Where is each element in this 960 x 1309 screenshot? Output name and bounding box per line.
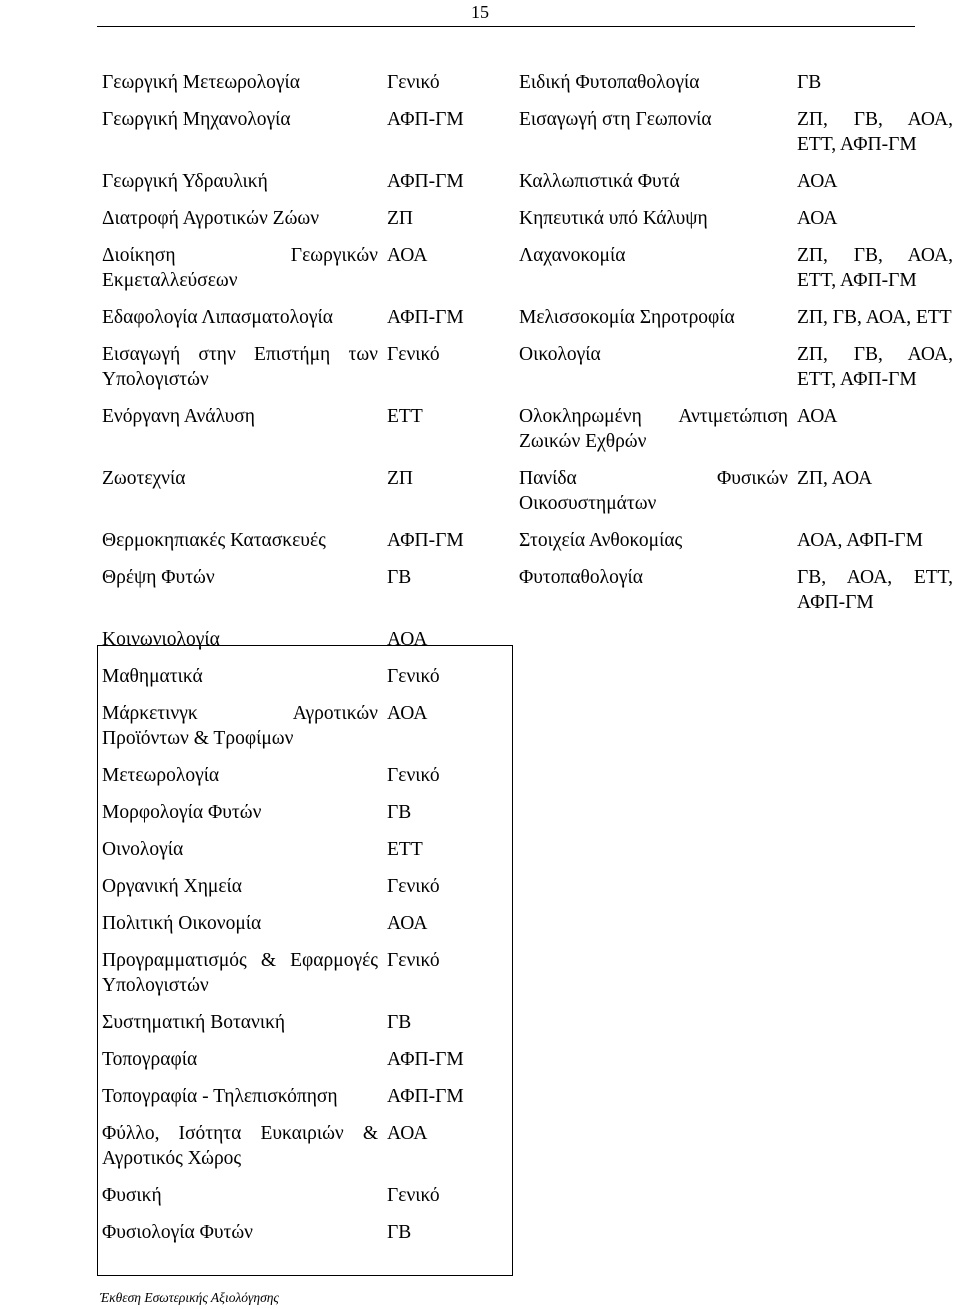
- course-type: ΑΦΠ-ΓΜ: [387, 307, 464, 328]
- course-type-right: ΓΒ: [797, 72, 822, 93]
- table-row: [97, 695, 957, 757]
- course-name-right: Ειδική Φυτοπαθολογία: [519, 72, 700, 93]
- footer-text: Έκθεση Εσωτερικής Αξιολόγησης: [100, 1290, 279, 1305]
- course-name: Πολιτική Οικονομία: [102, 913, 262, 934]
- course-name: Μορφολογία Φυτών: [102, 802, 262, 823]
- course-type: Γενικό: [387, 1185, 440, 1206]
- course-name: Τοπογραφία: [102, 1049, 198, 1070]
- course-type: ΑΟΑ: [387, 913, 428, 934]
- course-name: Μαθηματικά: [102, 666, 203, 687]
- course-name-right: Οικολογία: [519, 344, 601, 365]
- course-name-right: [514, 942, 792, 1004]
- table-row: [97, 336, 957, 398]
- course-type-right: ΖΠ, ΓΒ, ΑΟΑ, ΕΤΤ: [797, 307, 952, 328]
- course-type-right: ΖΠ, ΑΟΑ: [797, 468, 873, 489]
- course-name: Κοινωνιολογία: [102, 629, 220, 650]
- course-type: ΑΦΠ-ΓΜ: [387, 109, 464, 130]
- course-name-right: [514, 1115, 792, 1177]
- table-row: [97, 1214, 957, 1251]
- course-name-right: Μελισσοκομία Σηροτροφία: [519, 307, 735, 328]
- course-name: Προγραμματισμός & Εφαρμογές Υπολογιστών: [102, 950, 378, 996]
- table-row: [97, 101, 957, 163]
- header-rule: [97, 26, 915, 27]
- course-name-right: [514, 868, 792, 905]
- courses-table: [97, 64, 957, 1251]
- course-name-right: Ολοκληρωμένη Αντιμετώπιση Ζωικών Εχθρών: [519, 406, 788, 452]
- course-type: ΓΒ: [387, 567, 412, 588]
- course-type-right: [792, 942, 957, 1004]
- course-name-right: [514, 1214, 792, 1251]
- course-type-right: ΑΟΑ: [797, 208, 838, 229]
- course-name: Διατροφή Αγροτικών Ζώων: [102, 208, 320, 229]
- course-name: Θερμοκηπιακές Κατασκευές: [102, 530, 326, 551]
- course-type: ΓΒ: [387, 802, 412, 823]
- course-name-right: [514, 905, 792, 942]
- course-name-right: [514, 794, 792, 831]
- course-type-right: [792, 1177, 957, 1214]
- table-row: [97, 942, 957, 1004]
- course-type-right: [792, 1004, 957, 1041]
- course-type-right: ΑΟΑ, ΑΦΠ-ΓΜ: [797, 530, 923, 551]
- course-type-right: [792, 794, 957, 831]
- table-row: [97, 1115, 957, 1177]
- course-type-right: [792, 1115, 957, 1177]
- course-type: ΓΒ: [387, 1012, 412, 1033]
- course-name: Ζωοτεχνία: [102, 468, 186, 489]
- course-type-right: [792, 868, 957, 905]
- table-row: [97, 522, 957, 559]
- course-name: Μετεωρολογία: [102, 765, 220, 786]
- course-name-right: [514, 1004, 792, 1041]
- course-type-right: [792, 1214, 957, 1251]
- course-name-right: [514, 1078, 792, 1115]
- course-name: Μάρκετινγκ Αγροτικών Προϊόντων & Τροφίμων: [102, 703, 378, 749]
- course-name-right: Λαχανοκομία: [519, 245, 626, 266]
- table-row: [97, 163, 957, 200]
- table-row: [97, 1177, 957, 1214]
- course-name-right: [514, 757, 792, 794]
- course-type-right: ΑΟΑ: [797, 406, 838, 427]
- course-type: ΕΤΤ: [387, 406, 423, 427]
- course-name-right: [514, 695, 792, 757]
- course-name: Γεωργική Μετεωρολογία: [102, 72, 300, 93]
- course-type: ΑΟΑ: [387, 245, 428, 266]
- course-name-right: Πανίδα Φυσικών Οικοσυστημάτων: [519, 468, 788, 514]
- course-type: Γενικό: [387, 950, 440, 971]
- course-type-right: [792, 658, 957, 695]
- course-name: Τοπογραφία - Τηλεπισκόπηση: [102, 1086, 338, 1107]
- course-type: ΑΦΠ-ΓΜ: [387, 1049, 464, 1070]
- table-row: [97, 559, 957, 621]
- course-type-right: [792, 831, 957, 868]
- course-type-right: ΖΠ, ΓΒ, ΑΟΑ, ΕΤΤ, ΑΦΠ-ΓΜ: [797, 245, 953, 291]
- course-name-right: Στοιχεία Ανθοκομίας: [519, 530, 683, 551]
- table-row: [97, 905, 957, 942]
- course-name: Οινολογία: [102, 839, 184, 860]
- table-row: [97, 621, 957, 658]
- table-row: [97, 794, 957, 831]
- course-type: ΑΟΑ: [387, 703, 428, 724]
- table-row: [97, 460, 957, 522]
- page-number: 15: [471, 2, 489, 22]
- course-name-right: Φυτοπαθολογία: [519, 567, 643, 588]
- course-type-right: [792, 905, 957, 942]
- course-name: Γεωργική Υδραυλική: [102, 171, 268, 192]
- course-type: ΑΦΠ-ΓΜ: [387, 530, 464, 551]
- course-type: ΖΠ: [387, 468, 413, 489]
- course-type-right: [792, 757, 957, 794]
- course-name: Οργανική Χημεία: [102, 876, 242, 897]
- course-name-right: Εισαγωγή στη Γεωπονία: [519, 109, 712, 130]
- course-type-right: [792, 1041, 957, 1078]
- course-type: ΕΤΤ: [387, 839, 423, 860]
- course-type: Γενικό: [387, 344, 440, 365]
- course-name: Ενόργανη Ανάλυση: [102, 406, 255, 427]
- course-type-right: ΓΒ, ΑΟΑ, ΕΤΤ, ΑΦΠ-ΓΜ: [797, 567, 953, 613]
- course-type: Γενικό: [387, 765, 440, 786]
- course-name: Θρέψη Φυτών: [102, 567, 215, 588]
- course-name: Φύλλο, Ισότητα Ευκαιριών & Αγροτικός Χώρος: [102, 1123, 378, 1169]
- course-name-right: [514, 831, 792, 868]
- table-row: [97, 1004, 957, 1041]
- course-type: Γενικό: [387, 876, 440, 897]
- table-row: [97, 1041, 957, 1078]
- course-name-right: [514, 1177, 792, 1214]
- course-type-right: ΖΠ, ΓΒ, ΑΟΑ, ΕΤΤ, ΑΦΠ-ΓΜ: [797, 109, 953, 155]
- course-name-right: [514, 621, 792, 658]
- course-type: ΑΟΑ: [387, 629, 428, 650]
- course-name-right: [514, 658, 792, 695]
- table-row: [97, 237, 957, 299]
- course-type: Γενικό: [387, 72, 440, 93]
- course-name-right: [514, 1041, 792, 1078]
- course-type-right: [792, 621, 957, 658]
- course-type-right: [792, 1078, 957, 1115]
- course-name: Γεωργική Μηχανολογία: [102, 109, 291, 130]
- table-row: [97, 64, 957, 101]
- course-type: ΖΠ: [387, 208, 413, 229]
- course-name: Εδαφολογία Λιπασματολογία: [102, 307, 333, 328]
- table-row: [97, 757, 957, 794]
- table-row: [97, 398, 957, 460]
- course-name: Συστηματική Βοτανική: [102, 1012, 286, 1033]
- table-row: [97, 831, 957, 868]
- course-type: ΑΟΑ: [387, 1123, 428, 1144]
- course-type-right: [792, 695, 957, 757]
- course-name-right: Καλλωπιστικά Φυτά: [519, 171, 680, 192]
- course-name: Φυσιολογία Φυτών: [102, 1222, 253, 1243]
- course-type-right: ΑΟΑ: [797, 171, 838, 192]
- table-row: [97, 1078, 957, 1115]
- table-row: [97, 200, 957, 237]
- course-type: ΑΦΠ-ΓΜ: [387, 171, 464, 192]
- course-type-right: ΖΠ, ΓΒ, ΑΟΑ, ΕΤΤ, ΑΦΠ-ΓΜ: [797, 344, 953, 390]
- course-type: ΑΦΠ-ΓΜ: [387, 1086, 464, 1107]
- table-row: [97, 658, 957, 695]
- course-name-right: Κηπευτικά υπό Κάλυψη: [519, 208, 708, 229]
- course-name: Εισαγωγή στην Επιστήμη των Υπολογιστών: [102, 344, 378, 390]
- course-type: Γενικό: [387, 666, 440, 687]
- course-name: Φυσική: [102, 1185, 162, 1206]
- course-type: ΓΒ: [387, 1222, 412, 1243]
- table-row: [97, 868, 957, 905]
- table-row: [97, 299, 957, 336]
- course-name: Διοίκηση Γεωργικών Εκμεταλλεύσεων: [102, 245, 378, 291]
